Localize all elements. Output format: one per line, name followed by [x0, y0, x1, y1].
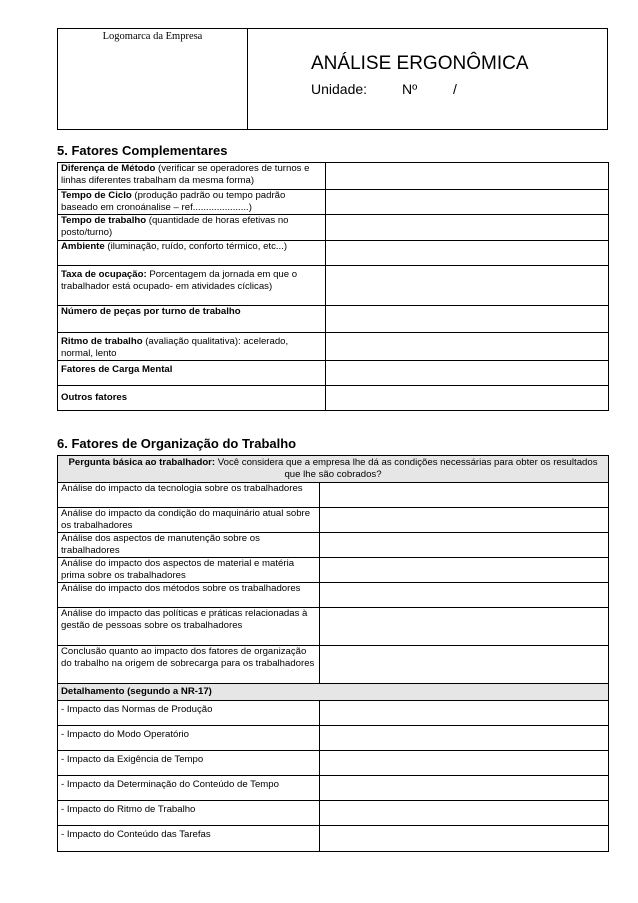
detail-cell: - Impacto do Conteúdo das Tarefas	[58, 826, 320, 852]
table-row	[58, 190, 609, 215]
table-row	[58, 726, 609, 751]
factor-value-cell[interactable]	[326, 190, 609, 215]
table-row	[58, 386, 609, 411]
factor-cell: Tempo de trabalho (quantidade de horas efetivas no posto/turno)	[58, 215, 326, 241]
document-title: ANÁLISE ERGONÔMICA	[311, 53, 529, 74]
detail-header-cell: Detalhamento (segundo a NR-17)	[58, 684, 609, 701]
table-row	[58, 583, 609, 608]
analysis-cell: Análise do impacto da condição do maquinário atual sobre os trabalhadores	[58, 508, 320, 533]
table-row	[58, 608, 609, 646]
table-row	[58, 361, 609, 386]
factor-value-cell[interactable]	[326, 215, 609, 241]
factor-cell: Número de peças por turno de trabalho	[58, 306, 326, 333]
section-6-title: 6. Fatores de Organização do Trabalho	[57, 436, 297, 451]
table-row	[58, 646, 609, 684]
analysis-value-cell[interactable]	[320, 608, 609, 646]
table-row	[58, 558, 609, 583]
factor-cell: Outros fatores	[58, 386, 326, 411]
table-row	[58, 533, 609, 558]
header-divider	[247, 28, 248, 130]
detail-value-cell[interactable]	[320, 726, 609, 751]
table-row	[58, 306, 609, 333]
analysis-value-cell[interactable]	[320, 558, 609, 583]
detail-value-cell[interactable]	[320, 826, 609, 852]
analysis-value-cell[interactable]	[320, 508, 609, 533]
detail-value-cell[interactable]	[320, 701, 609, 726]
factor-cell: Diferença de Método (verificar se operadores de turnos e linhas diferentes trabalham da mesma forma)	[58, 163, 326, 190]
analysis-cell: Conclusão quanto ao impacto dos fatores de organização do trabalho na origem de sobrecarga para os trabalhadores	[58, 646, 320, 684]
section-5-table	[57, 162, 609, 411]
question-row	[58, 456, 609, 483]
analysis-value-cell[interactable]	[320, 483, 609, 508]
analysis-cell: Análise do impacto dos métodos sobre os trabalhadores	[58, 583, 320, 608]
table-row	[58, 826, 609, 852]
factor-value-cell[interactable]	[326, 386, 609, 411]
factor-value-cell[interactable]	[326, 163, 609, 190]
factor-cell: Ritmo de trabalho (avaliação qualitativa): acelerado, normal, lento	[58, 333, 326, 361]
table-row	[58, 801, 609, 826]
table-row	[58, 483, 609, 508]
detail-cell: - Impacto da Determinação do Conteúdo de Tempo	[58, 776, 320, 801]
detail-cell: - Impacto do Modo Operatório	[58, 726, 320, 751]
analysis-value-cell[interactable]	[320, 646, 609, 684]
table-row	[58, 163, 609, 190]
detail-value-cell[interactable]	[320, 751, 609, 776]
factor-cell: Ambiente (iluminação, ruído, conforto térmico, etc...)	[58, 241, 326, 266]
analysis-value-cell[interactable]	[320, 583, 609, 608]
table-row	[58, 776, 609, 801]
table-row	[58, 215, 609, 241]
table-row	[58, 751, 609, 776]
factor-value-cell[interactable]	[326, 241, 609, 266]
analysis-cell: Análise do impacto das políticas e práticas relacionadas à gestão de pessoas sobre os trabalhadores	[58, 608, 320, 646]
factor-cell: Taxa de ocupação: Porcentagem da jornada em que o trabalhador está ocupado- em atividades cíclicas)	[58, 266, 326, 306]
table-row	[58, 333, 609, 361]
logo-placeholder: Logomarca da Empresa	[102, 31, 203, 42]
table-row	[58, 241, 609, 266]
factor-value-cell[interactable]	[326, 306, 609, 333]
analysis-cell: Análise do impacto da tecnologia sobre os trabalhadores	[58, 483, 320, 508]
table-row	[58, 701, 609, 726]
question-cell: Pergunta básica ao trabalhador: Você considera que a empresa lhe dá as condições necessárias para obter os resultados que lhe são cobrados?	[58, 456, 609, 483]
number-label: Nº	[402, 81, 418, 97]
analysis-cell: Análise dos aspectos de manutenção sobre os trabalhadores	[58, 533, 320, 558]
factor-value-cell[interactable]	[326, 361, 609, 386]
table-row	[58, 508, 609, 533]
factor-value-cell[interactable]	[326, 333, 609, 361]
factor-cell: Fatores de Carga Mental	[58, 361, 326, 386]
detail-cell: - Impacto do Ritmo de Trabalho	[58, 801, 320, 826]
section-6-table	[57, 455, 609, 852]
analysis-value-cell[interactable]	[320, 533, 609, 558]
detail-cell: - Impacto das Normas de Produção	[58, 701, 320, 726]
factor-value-cell[interactable]	[326, 266, 609, 306]
detail-cell: - Impacto da Exigência de Tempo	[58, 751, 320, 776]
detail-value-cell[interactable]	[320, 801, 609, 826]
table-row	[58, 266, 609, 306]
detail-header-row	[58, 684, 609, 701]
section-5-title: 5. Fatores Complementares	[57, 143, 228, 158]
detail-value-cell[interactable]	[320, 776, 609, 801]
factor-cell: Tempo de Ciclo (produção padrão ou tempo padrão baseado em cronoánalise – ref.....................)	[58, 190, 326, 215]
analysis-cell: Análise do impacto dos aspectos de material e matéria prima sobre os trabalhadores	[58, 558, 320, 583]
header-box	[57, 28, 608, 130]
number-slash: /	[453, 81, 457, 97]
unit-label: Unidade:	[311, 81, 368, 97]
